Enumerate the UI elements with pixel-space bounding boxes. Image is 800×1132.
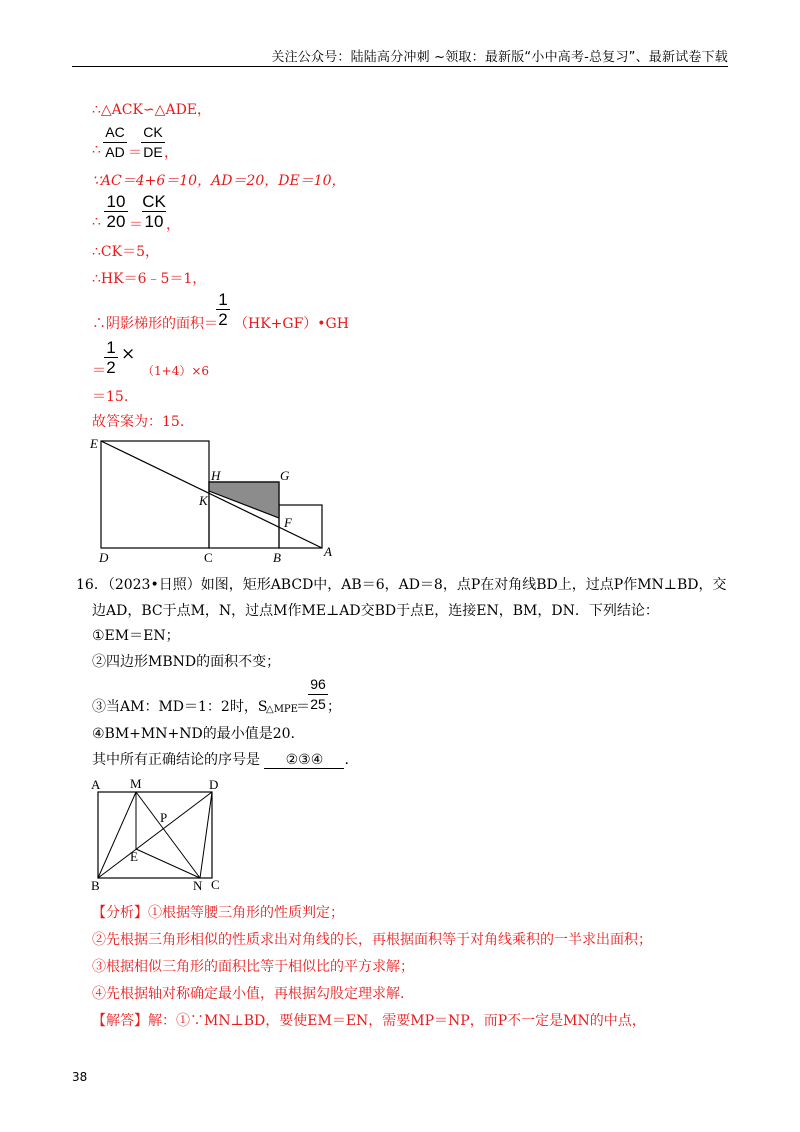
label-a2: A	[91, 777, 101, 792]
sol-line-area-post: （HK+GF）•GH	[234, 316, 349, 332]
diagonal-ea	[101, 441, 322, 548]
question-tail: .	[344, 752, 349, 768]
conclusion-3-subscript: △MPE	[266, 704, 298, 715]
conclusion-4: ④BM+MN+ND的最小值是20.	[92, 726, 295, 742]
frac-den: 25	[310, 696, 326, 712]
times-sign: ×	[121, 344, 136, 364]
page-number: 38	[72, 1070, 88, 1084]
fraction-ck-10	[142, 193, 166, 230]
analysis-line-3: ③根据相似三角形的面积比等于相似比的平方求解；	[92, 959, 414, 975]
sol-line-result: ＝15.	[92, 389, 129, 405]
frac-den: AD	[105, 144, 125, 160]
sol-line-values: ∵AC＝4+6＝10，AD＝20，DE＝10，	[92, 173, 346, 189]
analysis-line-2: ②先根据三角形相似的性质求出对角线的长，再根据面积等于对角线乘积的一半求出面积；	[92, 932, 652, 948]
label-b: B	[273, 550, 281, 565]
fraction-half-1	[216, 291, 230, 328]
big-square	[101, 441, 209, 548]
fraction-96-25	[308, 676, 328, 713]
conclusion-3-tail: ；	[327, 699, 341, 715]
therefore-symbol-1: ∴	[92, 142, 101, 158]
segment-mn	[136, 792, 200, 878]
comma-2: ，	[166, 217, 180, 233]
frac-den: 10	[144, 212, 164, 231]
conclusion-3-equals: ＝	[296, 699, 310, 715]
label-m2: M	[130, 776, 142, 791]
answer-line: 故答案为：15.	[92, 414, 185, 430]
frac-num: CK	[143, 124, 163, 140]
frac-den: 2	[218, 310, 228, 329]
analysis-line-1: 【分析】①根据等腰三角形的性质判定；	[92, 905, 344, 921]
conclusion-2: ②四边形MBND的面积不变；	[92, 654, 281, 670]
label-n2: N	[193, 878, 203, 893]
sol-line-similar: ∴△ACK∽△ADE，	[92, 102, 212, 118]
fraction-ac-ad	[103, 124, 127, 161]
figure-trapezoid	[84, 436, 354, 566]
label-a: A	[324, 544, 332, 559]
label-h: H	[211, 468, 221, 483]
shaded-trapezoid	[209, 482, 279, 518]
question-text: 其中所有正确结论的序号是	[92, 752, 260, 768]
conclusion-1: ①EM＝EN；	[92, 628, 180, 644]
figure-rectangle-abcd	[86, 774, 236, 896]
label-f: F	[284, 515, 292, 530]
frac-num: CK	[142, 192, 166, 211]
segment-dn	[200, 792, 212, 878]
fraction-10-20	[104, 193, 128, 230]
solution-line-1: 【解答】解：①∵MN⊥BD，要使EM＝EN，需要MP＝NP，而P不一定是MN的中点，	[92, 1013, 646, 1029]
fraction-ck-de	[141, 124, 165, 161]
segment-bm	[98, 792, 136, 878]
header-rule	[72, 66, 728, 67]
diagonal-bd	[98, 792, 212, 878]
question-line	[92, 749, 349, 769]
problem16-line1: 16．（2023•日照）如图，矩形ABCD中，AB＝6，AD＝8，点P在对角线BD上，过点P作MN⊥BD，交	[76, 577, 727, 593]
label-d2: D	[209, 777, 219, 792]
answer-blank: ②③④	[264, 752, 344, 769]
label-g: G	[280, 468, 290, 483]
frac-num: AC	[105, 124, 125, 140]
frac-num: 1	[106, 338, 116, 357]
equals-sign-2: ＝	[129, 217, 143, 233]
frac-den: 20	[106, 212, 126, 231]
label-e: E	[90, 436, 98, 451]
page-header: 关注公众号：陆陆高分冲刺 ~领取：最新版“小中高考-总复习”、最新试卷下载	[271, 50, 728, 65]
sol-line-ck: ∴CK＝5，	[92, 244, 159, 260]
analysis-line-4: ④先根据轴对称确定最小值，再根据勾股定理求解.	[92, 986, 405, 1002]
sol-line-hk: ∴HK＝6﹣5＝1，	[92, 271, 207, 287]
equals-sign-1: ＝	[128, 145, 142, 161]
frac-num: 10	[106, 192, 126, 211]
label-e2: E	[130, 849, 138, 864]
therefore-symbol-2: ∴	[92, 214, 101, 230]
label-p2: P	[160, 810, 168, 825]
comma-1: ，	[164, 145, 178, 161]
label-c: C	[204, 550, 213, 565]
segment-en	[136, 849, 200, 878]
sol-line-area-pre: ∴阴影梯形的面积＝	[92, 316, 218, 332]
label-b2: B	[91, 878, 100, 893]
sol-line-calc-eq: ＝	[92, 363, 106, 379]
sol-line-calc-post: （1+4）×6	[142, 364, 210, 378]
label-k: K	[199, 493, 208, 508]
frac-num: 1	[218, 290, 228, 309]
fraction-half-2	[104, 339, 118, 376]
frac-den: 2	[106, 358, 116, 377]
conclusion-3-text: ③当AM：MD＝1：2时，S	[92, 699, 268, 715]
frac-den: DE	[143, 144, 163, 160]
problem16-line2: 边AD，BC于点M，N，过点M作ME⊥AD交BD于点E，连接EN，BM，DN．下列结论：	[92, 603, 659, 619]
label-d: D	[99, 550, 109, 565]
label-c2: C	[211, 877, 220, 892]
frac-num: 96	[310, 676, 326, 692]
